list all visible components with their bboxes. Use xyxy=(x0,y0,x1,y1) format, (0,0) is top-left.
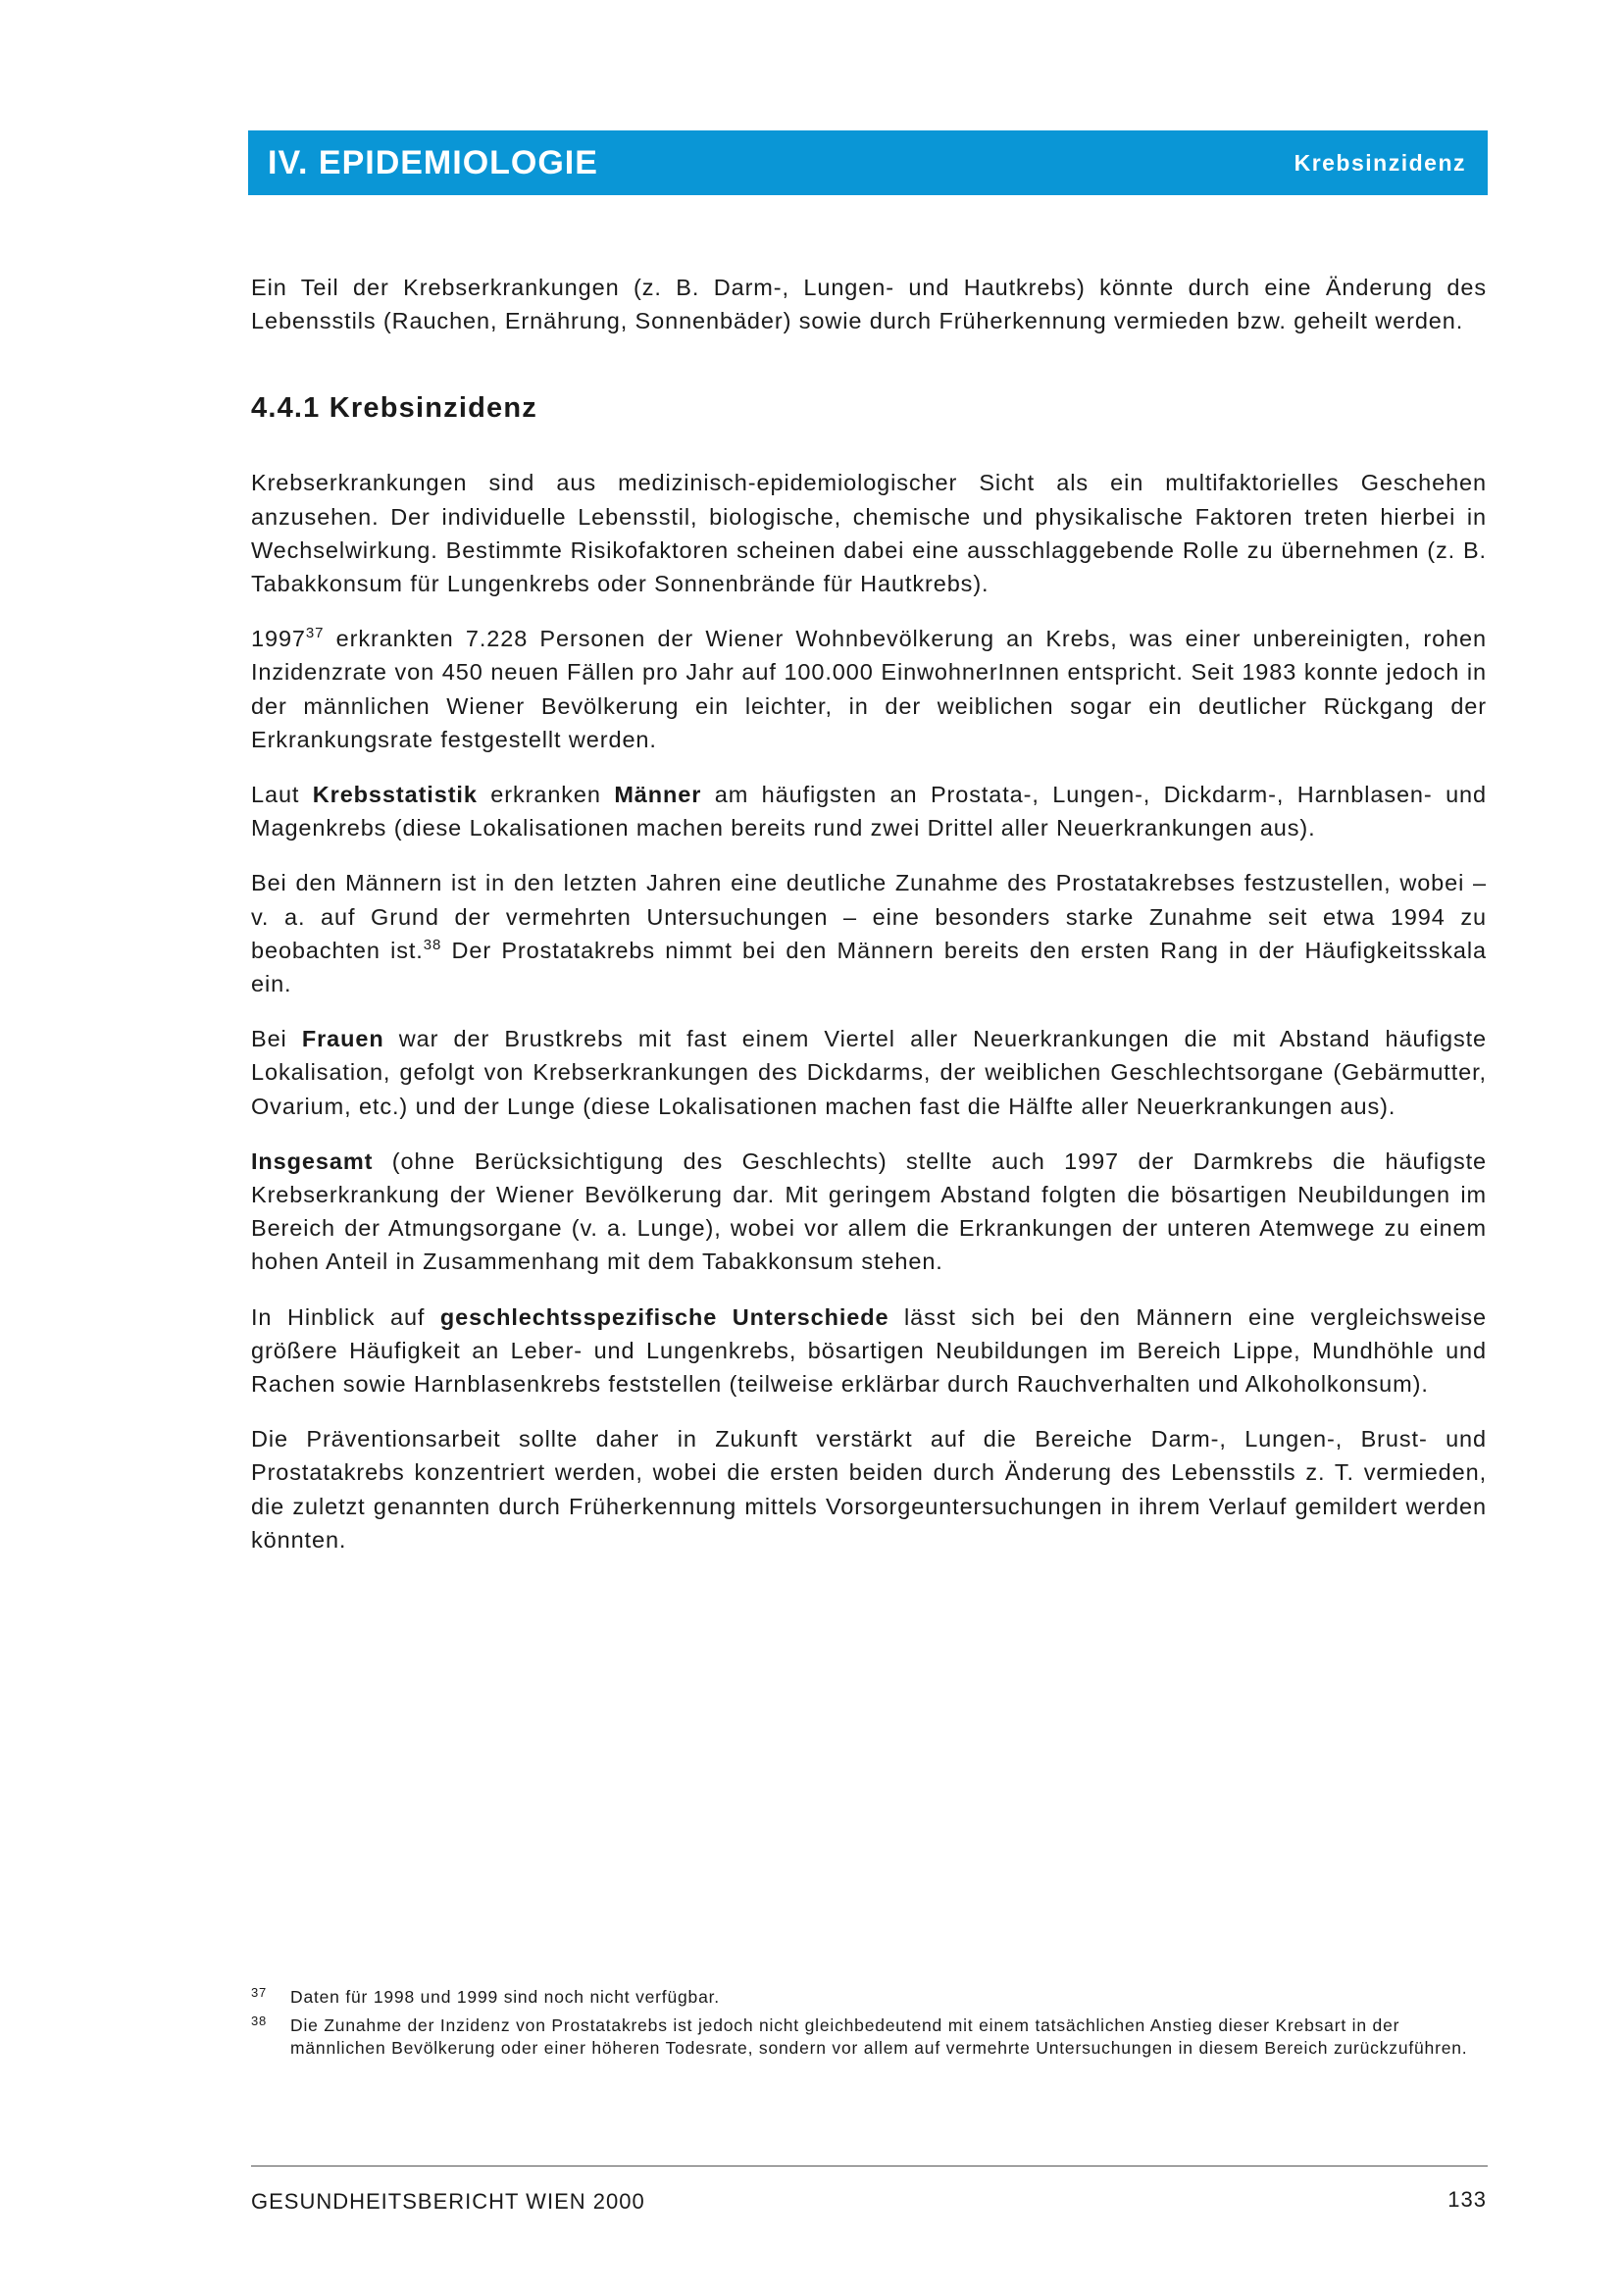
paragraph-4 xyxy=(251,866,1487,1000)
text-run: am häufigsten an Prostata-, Lungen-, Dickdarm-, Harnblasen- und Magenkrebs (diese Lokalisationen machen bereits rund zwei Drittel aller Neuerkrankungen aus). xyxy=(251,782,1487,841)
footnote-text: Die Zunahme der Inzidenz von Prostatakrebs ist jedoch nicht gleichbedeutend mit einem tatsächlichen Anstieg dieser Krebsart in der männlichen Bevölkerung oder einer höheren Todesrate, sondern vor allem auf vermehrte Untersuchungen in diesem Bereich zurückzuführen. xyxy=(290,2015,1468,2058)
footer-divider xyxy=(251,2166,1488,2167)
paragraph-6 xyxy=(251,1145,1487,1279)
bold-term: Männer xyxy=(614,782,702,808)
footnote-ref-38[interactable]: 38 xyxy=(423,937,442,954)
footnotes xyxy=(251,1986,1487,2065)
intro-paragraph: Ein Teil der Krebserkrankungen (z. B. Darm-, Lungen- und Hautkrebs) könnte durch eine Änderung des Lebensstils (Rauchen, Ernährung, Sonnenbäder) sowie durch Früherkennung vermieden bzw. geheilt werden. xyxy=(251,275,1487,334)
paragraph-2-text: erkrankten 7.228 Personen der Wiener Wohnbevölkerung an Krebs, was einer unbereinigten, rohen Inzidenzrate von 450 neuen Fällen pro Jahr auf 100.000 EinwohnerInnen entspricht. Seit 1983 konnte jedoch in der männlichen Wiener Bevölkerung ein leichter, in der weiblichen sogar ein deutlicher Rückgang der Erkrankungsrate festgestellt werden. xyxy=(251,626,1487,752)
paragraph-8: Die Präventionsarbeit sollte daher in Zukunft verstärkt auf die Bereiche Darm-, Lungen-, Brust- und Prostatakrebs konzentriert werden, wobei die ersten beiden durch Änderung des Lebensstils z. T. vermieden, die zuletzt genannten durch Früherkennung mittels Vorsorgeuntersuchungen in ihrem Verlauf gemildert werden könnten. xyxy=(251,1426,1487,1553)
paragraph-7 xyxy=(251,1300,1487,1402)
section-label: Krebsinzidenz xyxy=(1294,149,1466,176)
text-run: erkranken xyxy=(477,782,615,808)
text-run: war der Brustkrebs mit fast einem Viertel aller Neuerkrankungen die mit Abstand häufigste Lokalisation, gefolgt von Krebserkrankungen des Dickdarms, der weiblichen Geschlechtsorgane (Gebärmutter, Ovarium, etc.) und der Lunge (diese Lokalisationen machen fast die Hälfte aller Neuerkrankungen aus). xyxy=(251,1026,1487,1119)
text-run: Laut xyxy=(251,782,313,808)
text-run: Bei den Männern ist in den letzten Jahren eine deutliche Zunahme des Prostatakrebses festzustellen, wobei – v. a. auf Grund der vermehrten Untersuchungen – eine besonders starke Zunahme seit etwa 1994 zu beobachten ist. xyxy=(251,870,1487,963)
footnote-text: Daten für 1998 und 1999 sind noch nicht verfügbar. xyxy=(290,1987,720,2007)
bold-term: Frauen xyxy=(301,1026,384,1052)
year: 1997 xyxy=(251,626,306,652)
footnote-37 xyxy=(251,1986,1487,2009)
text-run: In Hinblick auf xyxy=(251,1303,440,1330)
page-number: 133 xyxy=(1447,2187,1487,2212)
text-run: lässt sich bei den Männern eine vergleichsweise größere Häufigkeit an Leber- und Lungenkrebs, bösartigen Neubildungen im Bereich Lippe, Mundhöhle und Rachen sowie Harnblasenkrebs feststellen (teilweise erklärbar durch Rauchverhalten und Alkoholkonsum). xyxy=(251,1303,1487,1398)
chapter-header xyxy=(248,130,1488,195)
chapter-title: IV. EPIDEMIOLOGIE xyxy=(268,143,598,181)
paragraph-2 xyxy=(251,622,1487,756)
footnote-ref-37[interactable]: 37 xyxy=(305,625,325,642)
paragraph-5 xyxy=(251,1022,1487,1123)
footnote-number: 37 xyxy=(251,1985,268,2000)
bold-term: Insgesamt xyxy=(251,1147,374,1174)
footnote-38 xyxy=(251,2014,1487,2060)
text-run: Der Prostatakrebs nimmt bei den Männern bereits den ersten Rang in der Häufigkeitsskala ein. xyxy=(251,937,1487,997)
main-content xyxy=(251,271,1487,1578)
paragraph-3 xyxy=(251,778,1487,844)
footer-publication: GESUNDHEITSBERICHT WIEN 2000 xyxy=(251,2189,645,2214)
paragraph-1: Krebserkrankungen sind aus medizinisch-epidemiologischer Sicht als ein multifaktorielles Geschehen anzusehen. Der individuelle Lebensstil, biologische, chemische und physikalische Faktoren treten hierbei in Wechselwirkung. Bestimmte Risikofaktoren scheinen dabei eine ausschlaggebende Rolle zu übernehmen (z. B. Tabakkonsum für Lungenkrebs oder Sonnenbrände für Hautkrebs). xyxy=(251,470,1487,597)
section-heading: 4.4.1 Krebsinzidenz xyxy=(251,392,537,425)
text-run: (ohne Berücksichtigung des Geschlechts) stellte auch 1997 der Darmkrebs die häufigste Krebserkrankung der Wiener Bevölkerung dar. Mit geringem Abstand folgten die bösartigen Neubildungen im Bereich der Atmungsorgane (v. a. Lunge), wobei vor allem die Erkrankungen der unteren Atemwege zu einem hohen Anteil in Zusammenhang mit dem Tabakkonsum stehen. xyxy=(251,1147,1487,1275)
bold-term: geschlechtsspezifische Unterschiede xyxy=(439,1303,889,1330)
text-run: Bei xyxy=(251,1026,302,1052)
bold-term: Krebsstatistik xyxy=(312,782,478,808)
footnote-number: 38 xyxy=(251,2014,268,2028)
